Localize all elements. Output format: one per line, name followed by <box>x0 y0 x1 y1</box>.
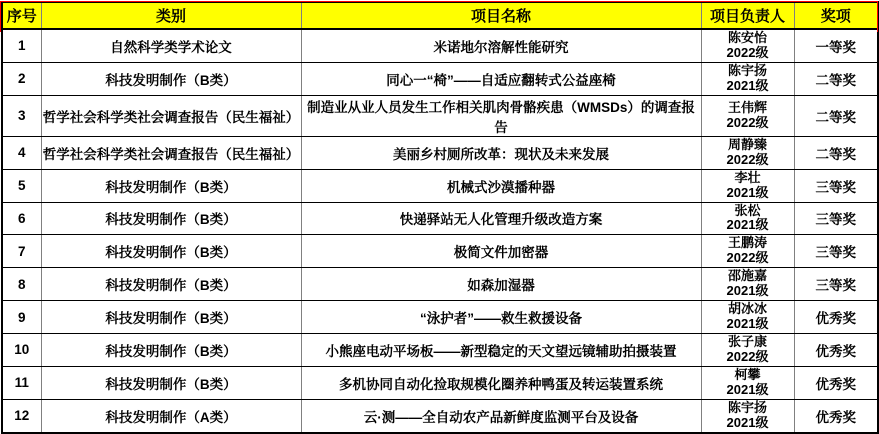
table-header <box>2 2 878 29</box>
category-cell: 科技发明制作（B类） <box>41 366 301 399</box>
row-number-cell: 1 <box>2 29 41 62</box>
leader-cell <box>701 268 794 301</box>
header-cell-category: 类别 <box>41 2 301 29</box>
row-number-cell: 3 <box>2 95 41 136</box>
category-cell: 自然科学类学术论文 <box>41 29 301 62</box>
row-number-cell: 12 <box>2 399 41 432</box>
leader-cell <box>701 399 794 432</box>
project-name-cell: 如森加湿器 <box>301 268 701 301</box>
table-row <box>2 29 878 62</box>
leader-cell <box>701 169 794 202</box>
leader-cell <box>701 202 794 235</box>
leader-name: 王鹏涛 <box>727 235 767 251</box>
header-cell-number: 序号 <box>2 2 41 29</box>
leader-grade: 2022级 <box>726 114 769 130</box>
category-cell: 科技发明制作（B类） <box>41 334 301 367</box>
awards-table <box>1 1 879 434</box>
table-row <box>2 301 878 334</box>
project-name-cell: 云·测——全自动农产品新鲜度监测平台及设备 <box>301 399 701 432</box>
table-row <box>2 268 878 301</box>
leader-cell <box>701 29 794 62</box>
header-cell-leader: 项目负责人 <box>701 2 794 29</box>
project-name-cell: 制造业从业人员发生工作相关肌肉骨骼疾患（WMSDs）的调查报告 <box>301 95 701 136</box>
header-cell-award: 奖项 <box>794 2 878 29</box>
leader-grade: 2021级 <box>726 77 769 93</box>
leader-cell <box>701 62 794 95</box>
table-row <box>2 202 878 235</box>
leader-cell <box>701 334 794 367</box>
leader-name: 陈宇扬 <box>727 62 767 78</box>
leader-name: 周静臻 <box>727 136 767 152</box>
category-cell: 哲学社会科学类社会调查报告（民生福祉） <box>41 95 301 136</box>
project-name-cell: 极简文件加密器 <box>301 235 701 268</box>
leader-grade: 2021级 <box>726 414 769 430</box>
leader-grade: 2021级 <box>726 217 769 233</box>
leader-grade: 2022级 <box>726 250 769 266</box>
leader-cell <box>701 366 794 399</box>
table-row <box>2 334 878 367</box>
project-name-cell: 米诺地尔溶解性能研究 <box>301 29 701 62</box>
category-cell: 科技发明制作（B类） <box>41 235 301 268</box>
row-number-cell: 10 <box>2 334 41 367</box>
row-number-cell: 5 <box>2 169 41 202</box>
award-cell: 三等奖 <box>794 202 878 235</box>
leader-cell <box>701 136 794 169</box>
category-cell: 科技发明制作（B类） <box>41 202 301 235</box>
project-name-cell: 美丽乡村厕所改革：现状及未来发展 <box>301 136 701 169</box>
leader-grade: 2021级 <box>726 381 769 397</box>
award-cell: 优秀奖 <box>794 301 878 334</box>
category-cell: 科技发明制作（B类） <box>41 62 301 95</box>
award-cell: 三等奖 <box>794 235 878 268</box>
row-number-cell: 11 <box>2 366 41 399</box>
table-row <box>2 62 878 95</box>
leader-cell <box>701 301 794 334</box>
awards-table-container <box>0 1 878 430</box>
row-number-cell: 7 <box>2 235 41 268</box>
leader-grade: 2022级 <box>726 44 769 60</box>
category-cell: 科技发明制作（A类） <box>41 399 301 432</box>
header-row <box>2 2 878 29</box>
leader-grade: 2021级 <box>726 316 769 332</box>
leader-name: 邵施嘉 <box>727 268 767 284</box>
award-cell: 二等奖 <box>794 95 878 136</box>
award-cell: 优秀奖 <box>794 334 878 367</box>
leader-name: 陈安怡 <box>727 30 767 45</box>
table-row <box>2 399 878 432</box>
project-name-cell: 小熊座电动平场板——新型稳定的天文望远镜辅助拍摄装置 <box>301 334 701 367</box>
table-body <box>2 29 878 433</box>
project-name-cell: 快递驿站无人化管理升级改造方案 <box>301 202 701 235</box>
category-cell: 科技发明制作（B类） <box>41 169 301 202</box>
project-name-cell: 同心一“椅”——自适应翻转式公益座椅 <box>301 62 701 95</box>
leader-cell <box>701 95 794 136</box>
row-number-cell: 9 <box>2 301 41 334</box>
award-cell: 二等奖 <box>794 62 878 95</box>
row-number-cell: 6 <box>2 202 41 235</box>
table-row <box>2 366 878 399</box>
award-cell: 优秀奖 <box>794 399 878 432</box>
leader-name: 陈宇扬 <box>727 399 767 415</box>
leader-name: 王伟辉 <box>727 99 767 115</box>
table-row <box>2 136 878 169</box>
category-cell: 哲学社会科学类社会调查报告（民生福祉） <box>41 136 301 169</box>
leader-grade: 2022级 <box>726 348 769 364</box>
row-number-cell: 8 <box>2 268 41 301</box>
project-name-cell: 多机协同自动化捡取规模化圈养种鸭蛋及转运装置系统 <box>301 366 701 399</box>
header-cell-project-name: 项目名称 <box>301 2 701 29</box>
leader-name: 张子康 <box>727 334 767 349</box>
leader-name: 张松 <box>734 202 761 218</box>
award-cell: 优秀奖 <box>794 366 878 399</box>
award-cell: 三等奖 <box>794 268 878 301</box>
table-row <box>2 169 878 202</box>
leader-grade: 2022级 <box>726 151 769 167</box>
table-row <box>2 235 878 268</box>
leader-name: 李壮 <box>734 169 761 185</box>
leader-name: 胡冰冰 <box>727 301 767 317</box>
award-cell: 三等奖 <box>794 169 878 202</box>
project-name-cell: 机械式沙漠播种器 <box>301 169 701 202</box>
award-cell: 二等奖 <box>794 136 878 169</box>
leader-cell <box>701 235 794 268</box>
award-cell: 一等奖 <box>794 29 878 62</box>
row-number-cell: 4 <box>2 136 41 169</box>
category-cell: 科技发明制作（B类） <box>41 301 301 334</box>
table-row <box>2 95 878 136</box>
row-number-cell: 2 <box>2 62 41 95</box>
leader-grade: 2021级 <box>726 283 769 299</box>
leader-name: 柯攀 <box>734 366 761 382</box>
category-cell: 科技发明制作（B类） <box>41 268 301 301</box>
leader-grade: 2021级 <box>726 184 769 200</box>
project-name-cell: “泳护者”——救生救援设备 <box>301 301 701 334</box>
